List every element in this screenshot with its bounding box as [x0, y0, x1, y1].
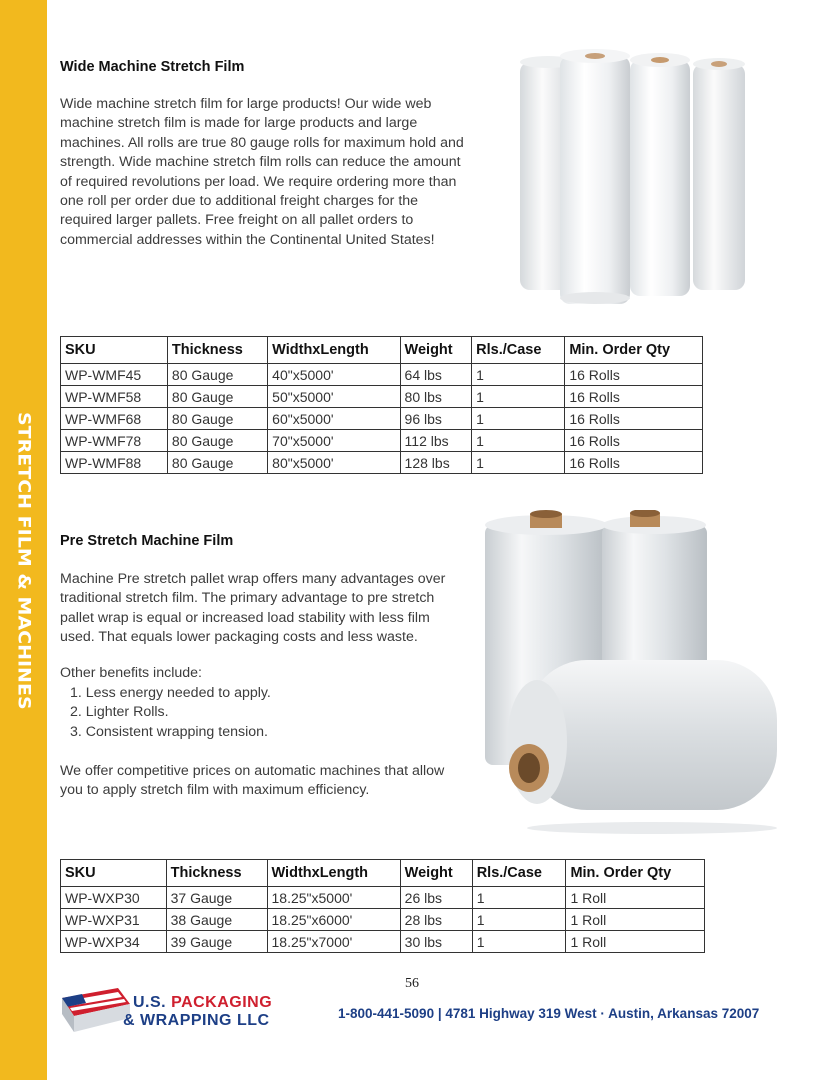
column-header-rolls-per-case: Rls./Case — [472, 860, 566, 887]
table-cell: WP-WMF58 — [61, 386, 168, 408]
closing-paragraph: We offer competitive prices on automatic machines that allow you to apply stretch film with maximum efficiency. — [60, 763, 445, 799]
column-header-thickness: Thickness — [167, 337, 267, 364]
table-cell: 50"x5000' — [268, 386, 400, 408]
table-row — [61, 408, 703, 430]
table-cell: WP-WXP31 — [61, 909, 167, 931]
table-cell: 1 Roll — [566, 909, 705, 931]
table-cell: 80"x5000' — [268, 452, 400, 474]
column-header-dimensions: WidthxLength — [268, 337, 400, 364]
table-cell: 80 lbs — [400, 386, 472, 408]
logo-packaging-text: PACKAGING — [171, 994, 273, 1011]
table-cell: 1 — [472, 452, 565, 474]
table-cell: 80 Gauge — [167, 386, 267, 408]
table-cell: 30 lbs — [400, 931, 472, 953]
table-cell: 1 — [472, 386, 565, 408]
pre-stretch-spec-table — [60, 859, 705, 953]
table-cell: WP-WMF78 — [61, 430, 168, 452]
table-cell: WP-WMF45 — [61, 364, 168, 386]
column-header-sku: SKU — [61, 860, 167, 887]
table-cell: 16 Rolls — [565, 452, 703, 474]
table-cell: WP-WXP34 — [61, 931, 167, 953]
company-logo — [60, 986, 290, 1036]
table-cell: 80 Gauge — [167, 452, 267, 474]
benefits-intro: Other benefits include: — [60, 665, 202, 681]
table-cell: 18.25"x7000' — [267, 931, 400, 953]
sidebar-band — [0, 0, 47, 1080]
table-cell: 16 Rolls — [565, 408, 703, 430]
table-cell: 112 lbs — [400, 430, 472, 452]
section-description: Wide machine stretch film for large products! Our wide web machine stretch film is made for large products and large machines. All rolls are true 80 gauge rolls for maximum hold and strength. Wide machine stretch film rolls can reduce the amount of required revolutions per load. We require ordering more than one roll per order due to additional freight charges for the required larger pallets. Free freight on all pallet orders to commercial addresses within the Continental United States! — [60, 96, 464, 248]
table-header-row — [61, 860, 705, 887]
table-cell: WP-WMF88 — [61, 452, 168, 474]
table-cell: 26 lbs — [400, 887, 472, 909]
column-header-thickness: Thickness — [166, 860, 267, 887]
table-cell: 18.25"x6000' — [267, 909, 400, 931]
table-cell: 70"x5000' — [268, 430, 400, 452]
table-cell: 1 Roll — [566, 931, 705, 953]
column-header-rolls-per-case: Rls./Case — [472, 337, 565, 364]
column-header-min-order: Min. Order Qty — [565, 337, 703, 364]
table-cell: 1 — [472, 887, 566, 909]
column-header-weight: Weight — [400, 860, 472, 887]
table-cell: 60"x5000' — [268, 408, 400, 430]
table-cell: WP-WXP30 — [61, 887, 167, 909]
list-item: 1. Less energy needed to apply. — [70, 685, 271, 701]
table-row — [61, 430, 703, 452]
table-cell: 18.25"x5000' — [267, 887, 400, 909]
table-row — [61, 386, 703, 408]
table-cell: 1 — [472, 909, 566, 931]
section-description: Machine Pre stretch pallet wrap offers many advantages over traditional stretch film. The primary advantage to pre stretch pallet wrap is equal or increased load stability with less film used. That equals lower packaging costs and less waste. — [60, 571, 446, 646]
table-cell: WP-WMF68 — [61, 408, 168, 430]
table-cell: 1 — [472, 364, 565, 386]
section-title-wide-machine-film: Wide Machine Stretch Film — [60, 59, 245, 75]
table-row — [61, 909, 705, 931]
list-item: 2. Lighter Rolls. — [70, 704, 169, 721]
column-header-weight: Weight — [400, 337, 472, 364]
table-cell: 64 lbs — [400, 364, 472, 386]
table-cell: 80 Gauge — [167, 430, 267, 452]
table-cell: 16 Rolls — [565, 386, 703, 408]
contact-info: 1-800-441-5090 | 4781 Highway 319 West · Austin, Arkansas 72007 — [338, 1006, 760, 1021]
wide-film-rolls-image — [515, 48, 755, 308]
table-row — [61, 887, 705, 909]
logo-us-text: U.S. — [133, 994, 167, 1011]
column-header-sku: SKU — [61, 337, 168, 364]
table-cell: 1 — [472, 430, 565, 452]
table-cell: 28 lbs — [400, 909, 472, 931]
list-item: 3. Consistent wrapping tension. — [70, 723, 268, 740]
sidebar-section-label: STRETCH FILM & MACHINES — [14, 412, 34, 710]
table-cell: 80 Gauge — [167, 364, 267, 386]
table-cell: 1 Roll — [566, 887, 705, 909]
table-cell: 1 — [472, 931, 566, 953]
page-number: 56 — [405, 976, 419, 991]
pre-stretch-rolls-image — [482, 510, 787, 835]
column-header-dimensions: WidthxLength — [267, 860, 400, 887]
table-cell: 39 Gauge — [166, 931, 267, 953]
table-cell: 80 Gauge — [167, 408, 267, 430]
wide-film-spec-table — [60, 336, 703, 474]
table-row — [61, 364, 703, 386]
logo-wordmark-line1 — [133, 994, 272, 1012]
logo-wordmark-line2: & WRAPPING LLC — [123, 1012, 270, 1029]
section-title-pre-stretch-film: Pre Stretch Machine Film — [60, 533, 234, 549]
table-cell: 37 Gauge — [166, 887, 267, 909]
flag-box-icon — [60, 986, 132, 1034]
benefits-list — [70, 684, 271, 742]
table-row — [61, 452, 703, 474]
table-cell: 16 Rolls — [565, 364, 703, 386]
column-header-min-order: Min. Order Qty — [566, 860, 705, 887]
table-cell: 128 lbs — [400, 452, 472, 474]
table-cell: 96 lbs — [400, 408, 472, 430]
table-cell: 1 — [472, 408, 565, 430]
table-cell: 38 Gauge — [166, 909, 267, 931]
table-row — [61, 931, 705, 953]
table-cell: 16 Rolls — [565, 430, 703, 452]
table-cell: 40"x5000' — [268, 364, 400, 386]
table-header-row — [61, 337, 703, 364]
